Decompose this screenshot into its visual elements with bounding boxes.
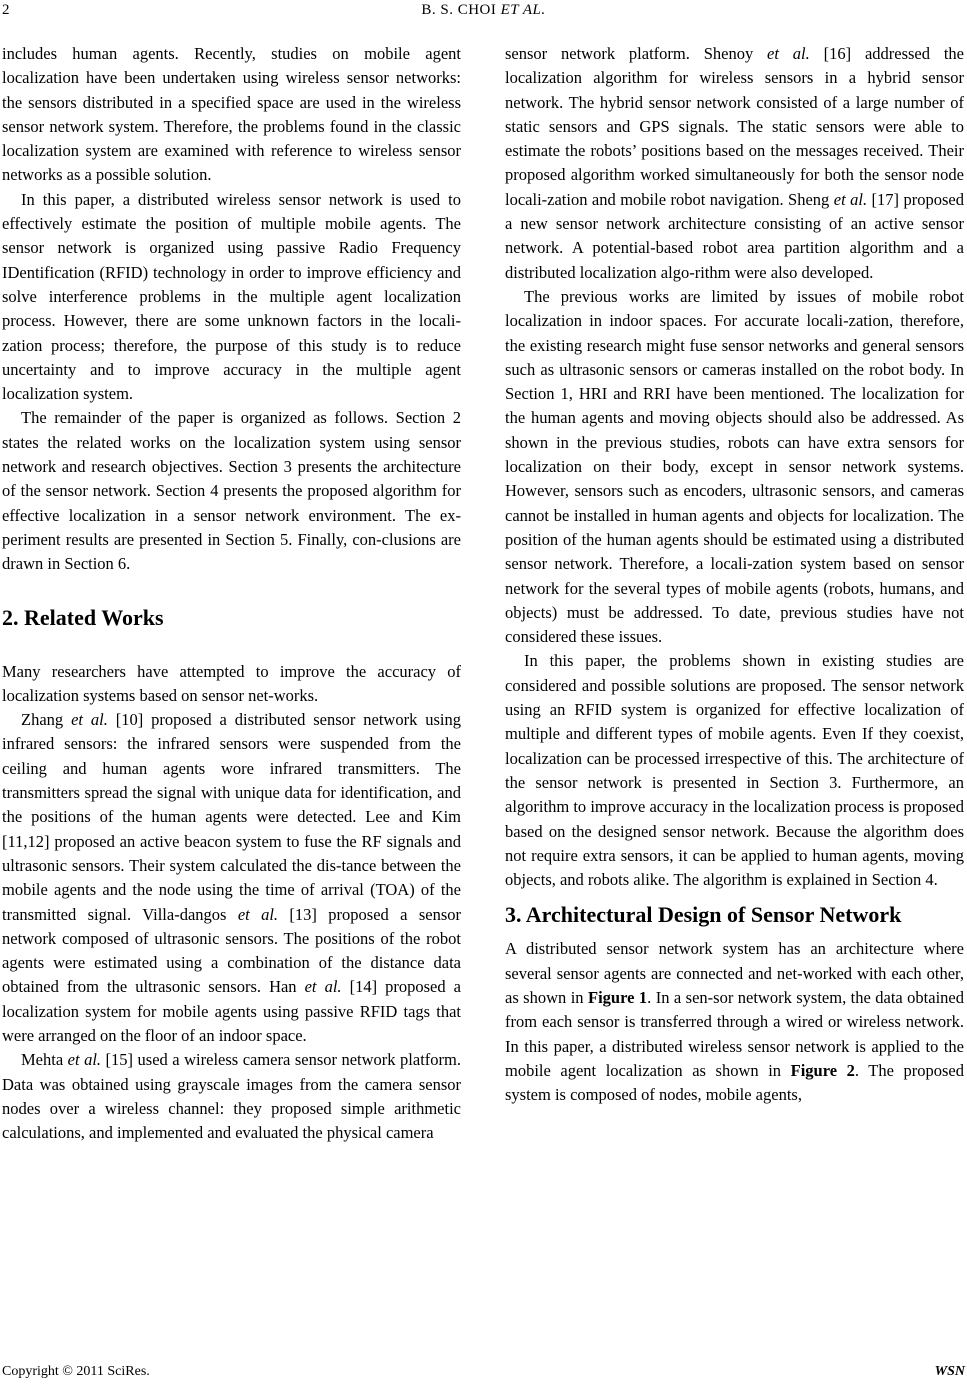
- paragraph: The previous works are limited by issues of mobile robot localization in indoor spaces. For accurate locali-zation, therefore, the existing research might fuse sensor networks and general sensors such as ultrasonic sensors or cameras installed on the robot body. In Section 1, HRI and RRI have been mentioned. The localization for the human agents and moving objects should also be addressed. As shown in the previous studies, robots can have extra sensors for localization on their body, except in sensor network systems. However, sensors such as encoders, ultrasonic sensors, and cameras cannot be installed in human agents and objects for localization. The position of the human agents should be estimated using a distributed sensor network. Therefore, a locali-zation system based on sensor network for the several types of mobile agents (robots, humans, and objects) must be addressed. To date, previous studies have not considered these issues.: [505, 286, 964, 647]
- authors-plain: B. S. CHOI: [421, 2, 497, 18]
- running-header: [0, 2, 967, 22]
- paragraph: sensor network platform. Shenoy et al. [16] addressed the localization algorithm for wireless sensors in a hybrid sensor network. The hybrid sensor network consisted of a large number of static sensors and GPS signals. The static sensors were able to estimate the robots’ positions based on the messages received. Their proposed algorithm worked simultaneously for both the sensor node locali-zation and mobile robot navigation. Sheng et al. [17] proposed a new sensor network architecture consisting of an active sensor network. A potential-based robot area partition algorithm and a distributed localization algo-rithm were also developed.: [505, 44, 964, 282]
- page-number: 2: [2, 2, 10, 18]
- journal-abbrev: WSN: [934, 1364, 965, 1379]
- authors-et-al: ET AL.: [500, 2, 546, 18]
- paragraph: In this paper, a distributed wireless sensor network is used to effectively estimate the position of multiple mobile agents. The sensor network is organized using passive Radio Frequency IDentification (RFID) technology in order to improve efficiency and solve interference problems in the multiple agent localization process. However, there are some unknown factors in the locali-zation process; therefore, the purpose of this study is to reduce uncertainty and to improve accuracy in the multiple agent localization system.: [2, 189, 461, 404]
- right-column: [505, 42, 964, 1107]
- figure-reference[interactable]: Figure 2: [790, 1060, 855, 1080]
- running-head-authors: [0, 2, 967, 19]
- copyright-notice: Copyright © 2011 SciRes.: [2, 1364, 150, 1379]
- figure-reference[interactable]: Figure 1: [588, 987, 648, 1007]
- paragraph: Mehta et al. [15] used a wireless camera sensor network platform. Data was obtained using grayscale images from the camera sensor nodes over a wireless channel: they proposed simple arithmetic calculations, and implemented and evaluated the physical camera: [2, 1050, 462, 1143]
- section-heading: 3. Architectural Design of Sensor Network: [505, 902, 902, 928]
- paragraph: A distributed sensor network system has an architecture where several sensor agents are connected and net-worked with each other, as shown in Figure 1. In a sen-sor network system, the data obtained from each sensor is transferred through a wired or wireless network. In this paper, a distributed wireless sensor network is applied to the mobile agent localization as shown in Figure 2. The proposed system is composed of nodes, mobile agents,: [505, 939, 964, 1105]
- paragraph: Many researchers have attempted to improve the accuracy of localization systems based on sensor net-works.: [2, 661, 461, 705]
- paragraph: Zhang et al. [10] proposed a distributed sensor network using infrared sensors: the infrared sensors were suspended from the ceiling and human agents wore infrared transmitters. The transmitters spread the signal with unique data for identification, and the positions of the human agents were detected. Lee and Kim [11,12] proposed an active beacon system to fuse the RF signals and ultrasonic sensors. Their system calculated the dis-tance between the mobile agents and the node using the time of arrival (TOA) of the transmitted signal. Villa-dangos et al. [13] proposed a sensor network composed of ultrasonic sensors. The positions of the robot agents were estimated using a combination of the distance data obtained from the ultrasonic sensors. Han et al. [14] proposed a localization system for mobile agents using passive RFID tags that were arranged on the floor of an indoor space.: [2, 710, 462, 1045]
- paragraph: includes human agents. Recently, studies on mobile agent localization have been undertaken using wireless sensor networks: the sensors distributed in a specified space are used in the wireless sensor network system. Therefore, the problems found in the classic localization system are examined with reference to wireless sensor networks as a possible solution.: [2, 44, 461, 185]
- paragraph: In this paper, the problems shown in existing studies are considered and possible solutions are proposed. The sensor network using an RFID system is organized for effective localization of multiple and different types of mobile agents. Even If they coexist, localization can be processed irrespective of this. The architecture of the sensor network is presented in Section 3. Furthermore, an algorithm to improve accuracy in the localization process is proposed based on the designed sensor network. Because the algorithm does not require extra sensors, it can be applied to human agents, moving objects, and robots alike. The algorithm is explained in Section 4.: [505, 651, 964, 890]
- section-heading: 2. Related Works: [2, 604, 164, 630]
- left-column: [2, 42, 461, 1145]
- paragraph: The remainder of the paper is organized as follows. Section 2 states the related works on the localization system using sensor network and research objectives. Section 3 presents the architecture of the sensor network. Section 4 presents the proposed algorithm for effective localization in a sensor network environment. The ex-periment results are presented in Section 5. Finally, con-clusions are drawn in Section 6.: [2, 408, 461, 574]
